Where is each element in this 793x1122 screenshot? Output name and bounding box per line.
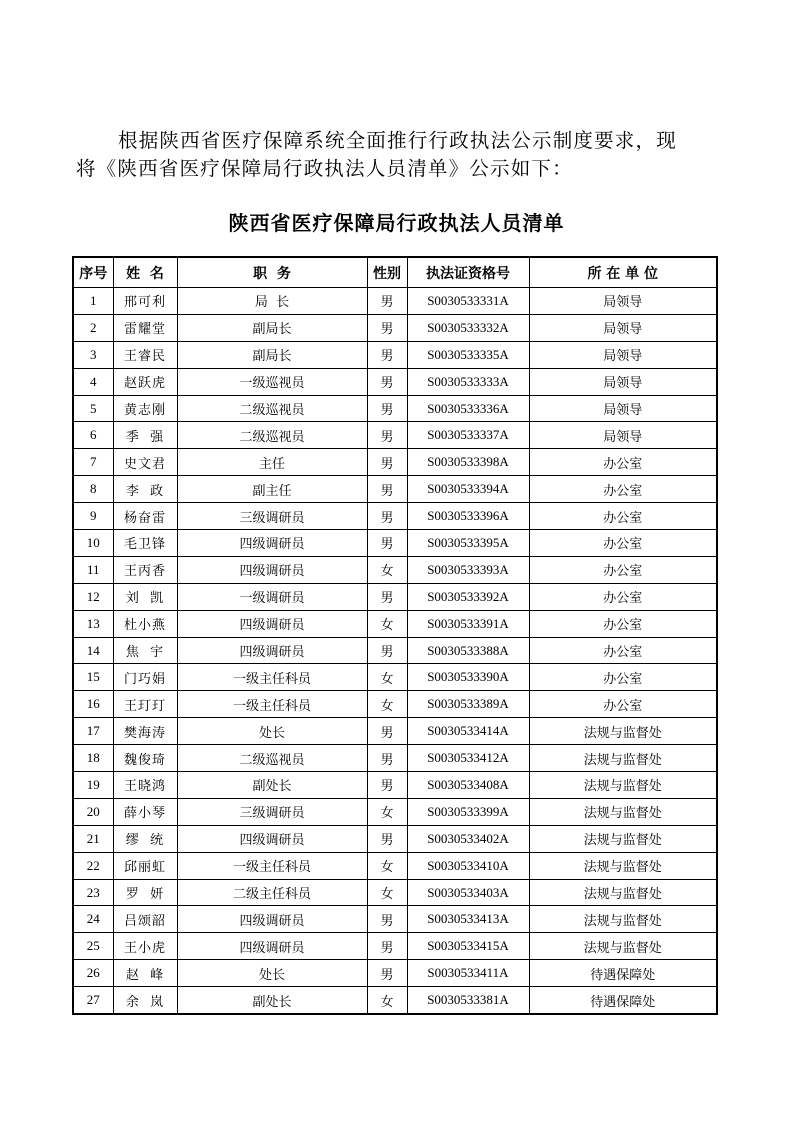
cert-number: S0030533390A: [407, 664, 529, 691]
cert-number: S0030533398A: [407, 449, 529, 476]
header-gender: 性别: [367, 257, 407, 288]
person-position: 副局长: [177, 341, 367, 368]
table-row: [73, 825, 717, 852]
row-index: 2: [73, 314, 113, 341]
row-index: 12: [73, 583, 113, 610]
row-index: 13: [73, 610, 113, 637]
cert-number: S0030533336A: [407, 395, 529, 422]
person-name: 王睿民: [113, 341, 177, 368]
cert-number: S0030533415A: [407, 933, 529, 960]
person-position: 局 长: [177, 288, 367, 315]
table-row: [73, 530, 717, 557]
header-unit: 所 在 单 位: [529, 257, 717, 288]
cert-number: S0030533337A: [407, 422, 529, 449]
intro-paragraph: [76, 127, 716, 183]
table-row: [73, 583, 717, 610]
row-index: 9: [73, 503, 113, 530]
person-position: 副处长: [177, 987, 367, 1014]
row-index: 11: [73, 556, 113, 583]
table-row: [73, 368, 717, 395]
person-unit: 办公室: [529, 503, 717, 530]
person-position: 二级巡视员: [177, 745, 367, 772]
row-index: 21: [73, 825, 113, 852]
row-index: 22: [73, 852, 113, 879]
row-index: 17: [73, 718, 113, 745]
row-index: 18: [73, 745, 113, 772]
person-name: 毛卫锋: [113, 530, 177, 557]
person-position: 四级调研员: [177, 906, 367, 933]
table-row: [73, 691, 717, 718]
person-gender: 男: [367, 772, 407, 799]
person-name: 焦 宇: [113, 637, 177, 664]
person-name: 雷耀堂: [113, 314, 177, 341]
person-position: 二级巡视员: [177, 422, 367, 449]
person-unit: 法规与监督处: [529, 798, 717, 825]
person-position: 三级调研员: [177, 798, 367, 825]
person-gender: 男: [367, 449, 407, 476]
person-unit: 法规与监督处: [529, 772, 717, 799]
person-position: 处长: [177, 718, 367, 745]
person-name: 吕颂韶: [113, 906, 177, 933]
person-name: 樊海涛: [113, 718, 177, 745]
row-index: 27: [73, 987, 113, 1014]
person-name: 缪 统: [113, 825, 177, 852]
person-unit: 法规与监督处: [529, 879, 717, 906]
person-gender: 男: [367, 933, 407, 960]
person-gender: 女: [367, 610, 407, 637]
person-name: 王丙香: [113, 556, 177, 583]
person-unit: 办公室: [529, 610, 717, 637]
person-name: 刘 凯: [113, 583, 177, 610]
person-position: 一级主任科员: [177, 664, 367, 691]
person-position: 一级主任科员: [177, 852, 367, 879]
table-row: [73, 476, 717, 503]
person-name: 罗 妍: [113, 879, 177, 906]
person-unit: 局领导: [529, 422, 717, 449]
person-unit: 办公室: [529, 691, 717, 718]
person-name: 魏俊琦: [113, 745, 177, 772]
row-index: 19: [73, 772, 113, 799]
table-row: [73, 449, 717, 476]
table-row: [73, 718, 717, 745]
person-gender: 男: [367, 368, 407, 395]
table-row: [73, 341, 717, 368]
row-index: 16: [73, 691, 113, 718]
cert-number: S0030533392A: [407, 583, 529, 610]
person-gender: 男: [367, 825, 407, 852]
table-row: [73, 798, 717, 825]
person-name: 赵 峰: [113, 960, 177, 987]
person-unit: 法规与监督处: [529, 825, 717, 852]
person-gender: 男: [367, 745, 407, 772]
person-gender: 男: [367, 341, 407, 368]
cert-number: S0030533411A: [407, 960, 529, 987]
person-gender: 女: [367, 664, 407, 691]
person-unit: 局领导: [529, 314, 717, 341]
person-gender: 男: [367, 583, 407, 610]
person-gender: 女: [367, 691, 407, 718]
person-gender: 男: [367, 718, 407, 745]
person-gender: 男: [367, 476, 407, 503]
cert-number: S0030533333A: [407, 368, 529, 395]
person-position: 二级主任科员: [177, 879, 367, 906]
person-name: 邢可利: [113, 288, 177, 315]
header-name: 姓 名: [113, 257, 177, 288]
person-unit: 待遇保障处: [529, 960, 717, 987]
cert-number: S0030533395A: [407, 530, 529, 557]
table-row: [73, 395, 717, 422]
person-gender: 男: [367, 503, 407, 530]
person-name: 余 岚: [113, 987, 177, 1014]
person-gender: 男: [367, 637, 407, 664]
person-gender: 男: [367, 314, 407, 341]
cert-number: S0030533393A: [407, 556, 529, 583]
cert-number: S0030533335A: [407, 341, 529, 368]
cert-number: S0030533413A: [407, 906, 529, 933]
row-index: 20: [73, 798, 113, 825]
person-position: 副处长: [177, 772, 367, 799]
cert-number: S0030533402A: [407, 825, 529, 852]
cert-number: S0030533332A: [407, 314, 529, 341]
row-index: 23: [73, 879, 113, 906]
person-gender: 女: [367, 798, 407, 825]
person-unit: 局领导: [529, 288, 717, 315]
person-gender: 男: [367, 906, 407, 933]
person-position: 四级调研员: [177, 637, 367, 664]
table-row: [73, 422, 717, 449]
person-name: 李 政: [113, 476, 177, 503]
person-unit: 法规与监督处: [529, 852, 717, 879]
person-name: 王玎玎: [113, 691, 177, 718]
person-unit: 办公室: [529, 530, 717, 557]
row-index: 10: [73, 530, 113, 557]
row-index: 5: [73, 395, 113, 422]
header-cert-number: 执法证资格号: [407, 257, 529, 288]
personnel-table: [72, 256, 718, 1015]
cert-number: S0030533388A: [407, 637, 529, 664]
table-row: [73, 664, 717, 691]
person-unit: 办公室: [529, 556, 717, 583]
person-position: 副主任: [177, 476, 367, 503]
person-name: 黄志刚: [113, 395, 177, 422]
person-gender: 男: [367, 422, 407, 449]
row-index: 24: [73, 906, 113, 933]
person-name: 史文君: [113, 449, 177, 476]
person-unit: 法规与监督处: [529, 718, 717, 745]
person-gender: 女: [367, 879, 407, 906]
row-index: 1: [73, 288, 113, 315]
person-unit: 局领导: [529, 395, 717, 422]
table-row: [73, 314, 717, 341]
intro-line-2: 将《陕西省医疗保障局行政执法人员清单》公示如下：: [76, 157, 573, 180]
person-unit: 待遇保障处: [529, 987, 717, 1014]
person-name: 薛小琴: [113, 798, 177, 825]
cert-number: S0030533414A: [407, 718, 529, 745]
person-name: 王小虎: [113, 933, 177, 960]
cert-number: S0030533399A: [407, 798, 529, 825]
person-position: 一级调研员: [177, 583, 367, 610]
table-row: [73, 852, 717, 879]
person-position: 二级巡视员: [177, 395, 367, 422]
person-gender: 男: [367, 288, 407, 315]
person-name: 门巧娟: [113, 664, 177, 691]
person-position: 处长: [177, 960, 367, 987]
document-title: 陕西省医疗保障局行政执法人员清单: [228, 211, 565, 235]
table-body: [73, 288, 717, 1015]
person-gender: 女: [367, 556, 407, 583]
row-index: 15: [73, 664, 113, 691]
person-gender: 男: [367, 530, 407, 557]
person-name: 季 强: [113, 422, 177, 449]
table-row: [73, 556, 717, 583]
cert-number: S0030533391A: [407, 610, 529, 637]
person-unit: 局领导: [529, 341, 717, 368]
table-row: [73, 906, 717, 933]
person-position: 一级巡视员: [177, 368, 367, 395]
person-unit: 办公室: [529, 637, 717, 664]
table-row: [73, 933, 717, 960]
person-position: 四级调研员: [177, 556, 367, 583]
person-unit: 办公室: [529, 449, 717, 476]
row-index: 3: [73, 341, 113, 368]
row-index: 8: [73, 476, 113, 503]
table-row: [73, 960, 717, 987]
person-unit: 法规与监督处: [529, 933, 717, 960]
person-name: 王晓鸿: [113, 772, 177, 799]
person-name: 邱丽虹: [113, 852, 177, 879]
row-index: 25: [73, 933, 113, 960]
table-row: [73, 503, 717, 530]
cert-number: S0030533331A: [407, 288, 529, 315]
person-gender: 男: [367, 960, 407, 987]
person-position: 主任: [177, 449, 367, 476]
person-gender: 女: [367, 852, 407, 879]
table-header-row: [73, 257, 717, 288]
person-name: 杨奋雷: [113, 503, 177, 530]
table-row: [73, 610, 717, 637]
table-row: [73, 745, 717, 772]
cert-number: S0030533394A: [407, 476, 529, 503]
row-index: 7: [73, 449, 113, 476]
table-row: [73, 637, 717, 664]
person-unit: 办公室: [529, 583, 717, 610]
cert-number: S0030533412A: [407, 745, 529, 772]
row-index: 6: [73, 422, 113, 449]
cert-number: S0030533403A: [407, 879, 529, 906]
person-position: 一级主任科员: [177, 691, 367, 718]
person-unit: 局领导: [529, 368, 717, 395]
row-index: 14: [73, 637, 113, 664]
person-name: 杜小燕: [113, 610, 177, 637]
cert-number: S0030533408A: [407, 772, 529, 799]
header-index: 序号: [73, 257, 113, 288]
cert-number: S0030533389A: [407, 691, 529, 718]
person-gender: 女: [367, 987, 407, 1014]
person-position: 三级调研员: [177, 503, 367, 530]
header-position: 职 务: [177, 257, 367, 288]
person-position: 四级调研员: [177, 530, 367, 557]
cert-number: S0030533410A: [407, 852, 529, 879]
person-position: 四级调研员: [177, 610, 367, 637]
person-position: 四级调研员: [177, 933, 367, 960]
person-gender: 男: [367, 395, 407, 422]
table-row: [73, 879, 717, 906]
cert-number: S0030533381A: [407, 987, 529, 1014]
row-index: 4: [73, 368, 113, 395]
person-name: 赵跃虎: [113, 368, 177, 395]
table-row: [73, 288, 717, 315]
person-unit: 办公室: [529, 664, 717, 691]
row-index: 26: [73, 960, 113, 987]
person-position: 四级调研员: [177, 825, 367, 852]
person-unit: 办公室: [529, 476, 717, 503]
table-row: [73, 987, 717, 1014]
intro-line-1: 根据陕西省医疗保障系统全面推行行政执法公示制度要求，现: [118, 129, 677, 152]
table-row: [73, 772, 717, 799]
cert-number: S0030533396A: [407, 503, 529, 530]
person-unit: 法规与监督处: [529, 745, 717, 772]
person-unit: 法规与监督处: [529, 906, 717, 933]
person-position: 副局长: [177, 314, 367, 341]
